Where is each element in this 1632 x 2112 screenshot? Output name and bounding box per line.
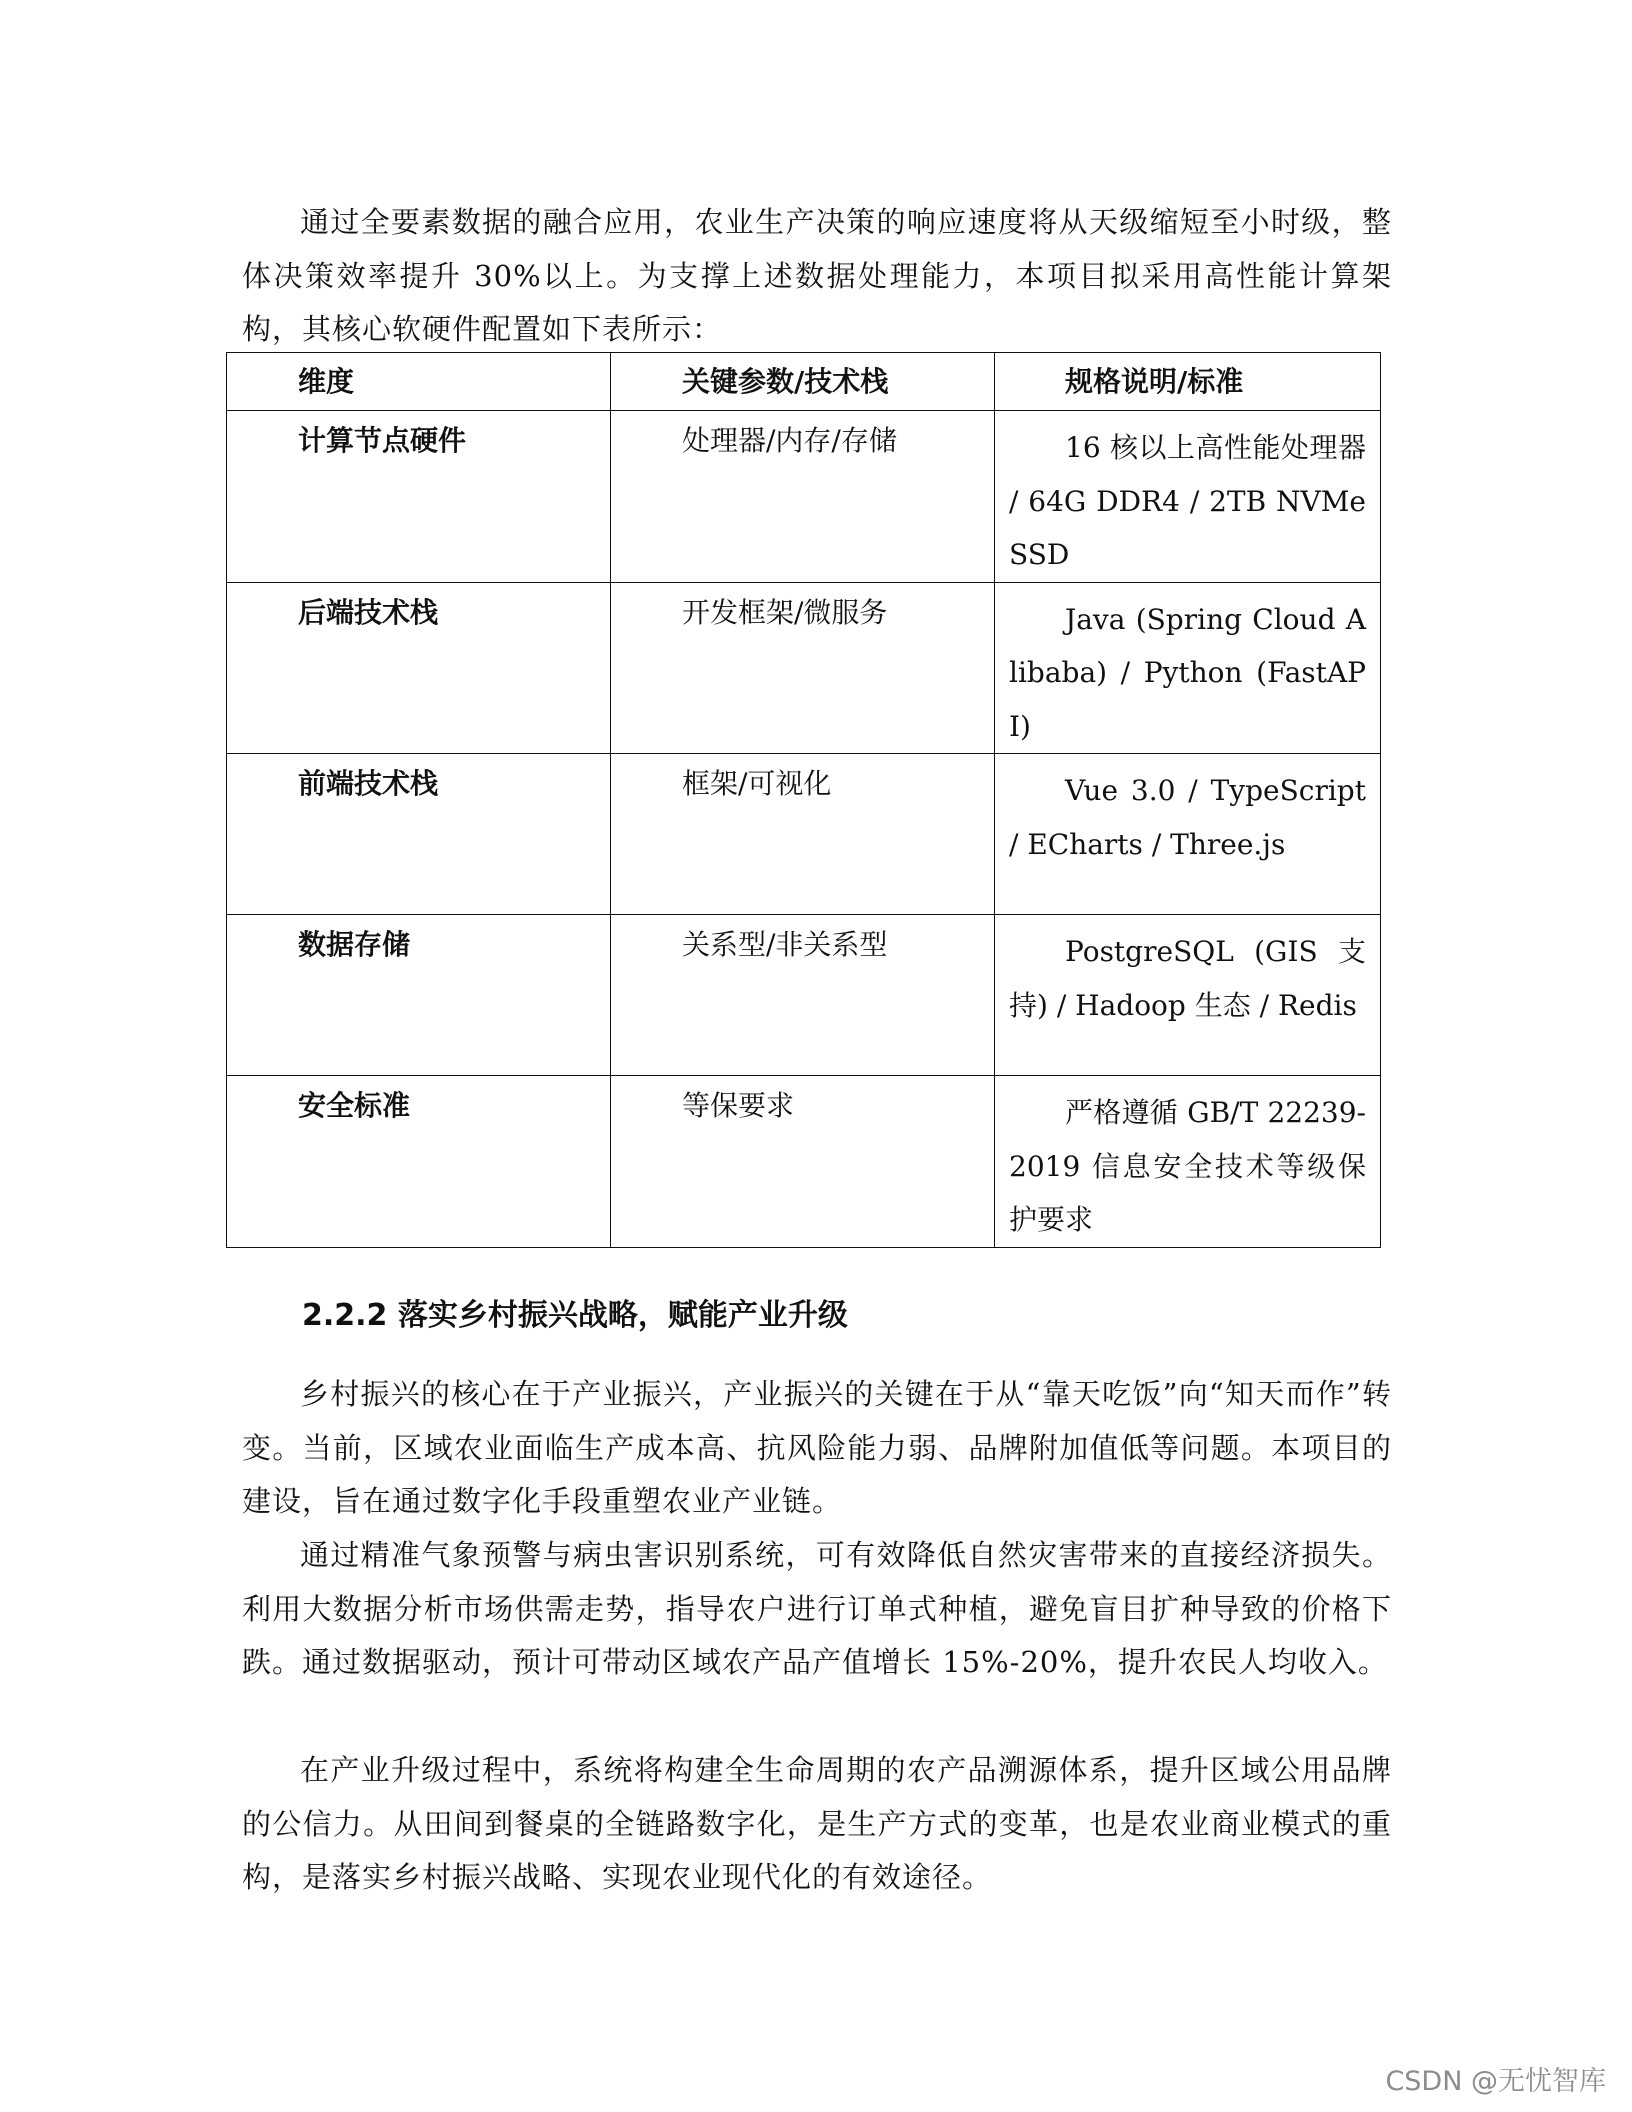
- cell-param: 框架/可视化: [682, 767, 832, 800]
- table-header-cell: [995, 353, 1381, 411]
- table-header-cell: [611, 353, 995, 411]
- body-paragraph: 在产业升级过程中，系统将构建全生命周期的农产品溯源体系，提升区域公用品牌的公信力。从田间到餐桌的全链路数字化，是生产方式的变革，也是农业商业模式的重构，是落实乡村振兴战略、实现农业现代化的有效途径。: [242, 1753, 1392, 1894]
- header-spec: 规格说明/标准: [1065, 365, 1244, 398]
- cell-dimension: 后端技术栈: [298, 595, 439, 629]
- cell-param: 等保要求: [682, 1089, 795, 1122]
- table-row: [227, 754, 1381, 915]
- cell-spec: 16 核以上高性能处理器 / 64G DDR4 / 2TB NVMe SSD: [1009, 431, 1366, 571]
- cell-dimension: 安全标准: [298, 1089, 411, 1122]
- cell-spec: Java (Spring Cloud Alibaba) / Python (FastAPI): [1009, 602, 1366, 743]
- table-row: [227, 582, 1381, 754]
- table-row: [227, 915, 1381, 1076]
- cell-dimension: 前端技术栈: [298, 767, 439, 800]
- section-heading: 2.2.2 落实乡村振兴战略，赋能产业升级: [302, 1298, 848, 1333]
- table-row: [227, 411, 1381, 583]
- cell-param: 关系型/非关系型: [682, 928, 888, 961]
- header-param: 关键参数/技术栈: [682, 365, 889, 398]
- cell-param: 开发框架/微服务: [682, 595, 888, 629]
- table-header-row: [227, 353, 1381, 411]
- cell-spec: Vue 3.0 / TypeScript / ECharts / Three.js: [1009, 774, 1366, 861]
- body-paragraph: 乡村振兴的核心在于产业振兴，产业振兴的关键在于从“靠天吃饭”向“知天而作”转变。当前，区域农业面临生产成本高、抗风险能力弱、品牌附加值低等问题。本项目的建设，旨在通过数字化手段重塑农业产业链。: [242, 1377, 1392, 1518]
- intro-paragraph: 通过全要素数据的融合应用，农业生产决策的响应速度将从天级缩短至小时级，整体决策效率提升 30%以上。为支撑上述数据处理能力，本项目拟采用高性能计算架构，其核心软硬件配置如下表所示：: [242, 205, 1392, 346]
- cell-spec: PostgreSQL (GIS 支持) / Hadoop 生态 / Redis: [1009, 935, 1366, 1022]
- table-header-cell: [227, 353, 611, 411]
- cell-spec: 严格遵循 GB/T 22239-2019 信息安全技术等级保护要求: [1009, 1096, 1366, 1236]
- cell-dimension: 计算节点硬件: [298, 424, 467, 457]
- cell-param: 处理器/内存/存储: [682, 424, 897, 457]
- watermark: CSDN @无忧智库: [1385, 2066, 1606, 2097]
- header-dimension: 维度: [298, 365, 355, 398]
- cell-dimension: 数据存储: [298, 928, 411, 961]
- config-table: [226, 352, 1381, 1248]
- body-paragraph: 通过精准气象预警与病虫害识别系统，可有效降低自然灾害带来的直接经济损失。利用大数据分析市场供需走势，指导农户进行订单式种植，避免盲目扩种导致的价格下跌。通过数据驱动，预计可带动区域农产品产值增长 15%-20%，提升农民人均收入。: [242, 1538, 1392, 1679]
- table-row: [227, 1076, 1381, 1248]
